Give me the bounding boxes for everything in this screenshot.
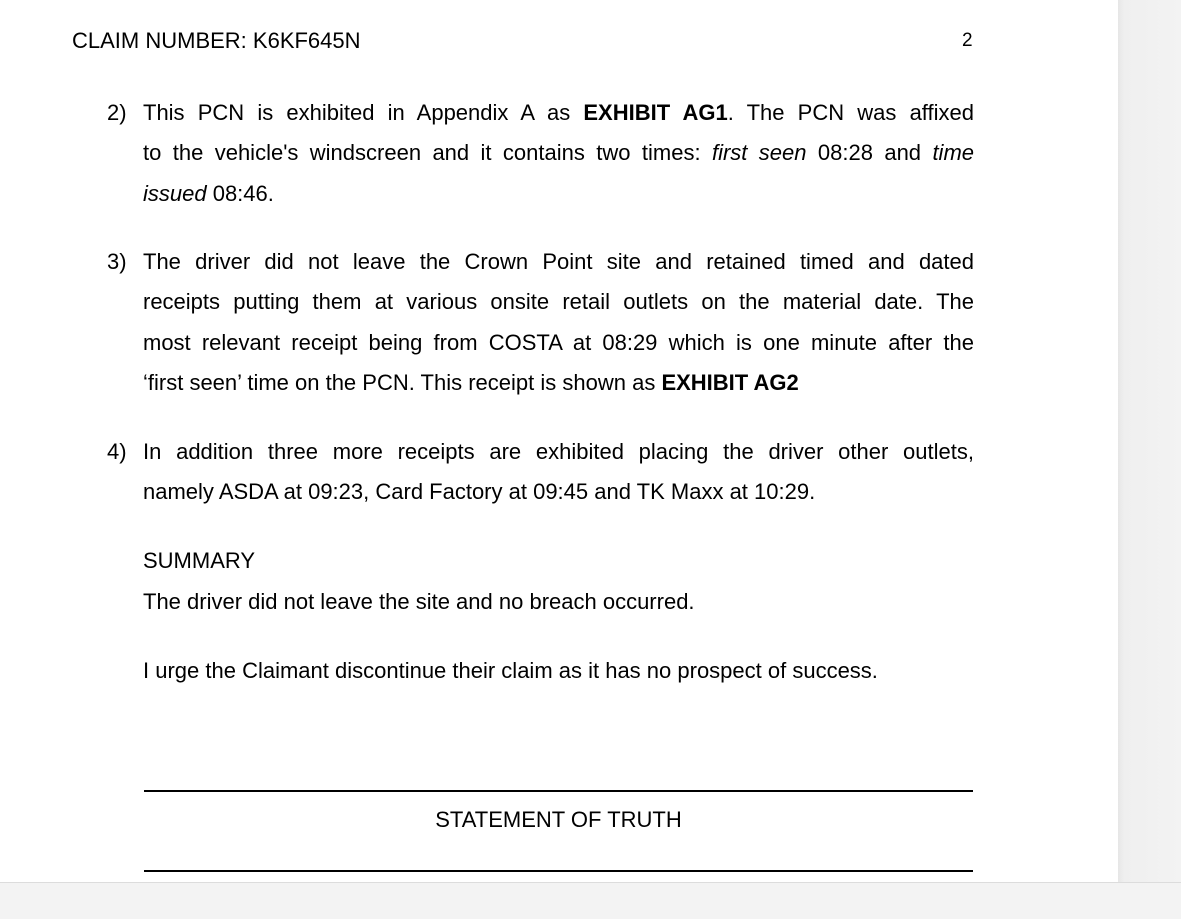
paragraph-line: The driver did not leave the Crown Point site and retained timed and dated bbox=[143, 249, 974, 274]
paragraph-line: issued 08:46. bbox=[143, 180, 274, 206]
paragraph-number: 2) bbox=[107, 100, 127, 125]
paragraph-number: 4) bbox=[107, 439, 127, 464]
viewer-bottom-bar bbox=[0, 882, 1181, 919]
paragraph-line: In addition three more receipts are exhibited placing the driver other outlets, bbox=[143, 439, 974, 464]
summary-text: The driver did not leave the site and no breach occurred. bbox=[143, 589, 695, 614]
urge-paragraph: I urge the Claimant discontinue their claim as it has no prospect of success. bbox=[143, 658, 878, 683]
exhibit-reference: EXHIBIT AG1 bbox=[583, 100, 728, 125]
numbered-paragraph-4 bbox=[107, 432, 974, 513]
paragraph-line: ‘first seen’ time on the PCN. This receipt is shown as EXHIBIT AG2 bbox=[143, 369, 799, 395]
summary-heading: SUMMARY bbox=[143, 548, 256, 573]
paragraph-line: This PCN is exhibited in Appendix A as EXHIBIT AG1. The PCN was affixed bbox=[143, 100, 974, 125]
paragraph-line: namely ASDA at 09:23, Card Factory at 09:45 and TK Maxx at 10:29. bbox=[143, 479, 816, 505]
paragraph-number: 3) bbox=[107, 249, 127, 274]
numbered-paragraph-2 bbox=[107, 93, 974, 214]
claim-number-header: CLAIM NUMBER: K6KF645N bbox=[72, 28, 361, 53]
paragraph-line: most relevant receipt being from COSTA at 08:29 which is one minute after the bbox=[143, 329, 974, 355]
page-number: 2 bbox=[962, 30, 973, 51]
statement-of-truth-heading: STATEMENT OF TRUTH bbox=[435, 807, 682, 832]
viewer-gutter bbox=[1118, 0, 1181, 882]
divider-bottom bbox=[144, 870, 973, 872]
exhibit-reference: EXHIBIT AG2 bbox=[661, 369, 799, 395]
numbered-paragraph-3 bbox=[107, 242, 974, 403]
paragraph-line: to the vehicle's windscreen and it contains two times: first seen 08:28 and time bbox=[143, 140, 974, 166]
paragraph-line: receipts putting them at various onsite retail outlets on the material date. The bbox=[143, 289, 974, 315]
divider-top bbox=[144, 790, 973, 792]
